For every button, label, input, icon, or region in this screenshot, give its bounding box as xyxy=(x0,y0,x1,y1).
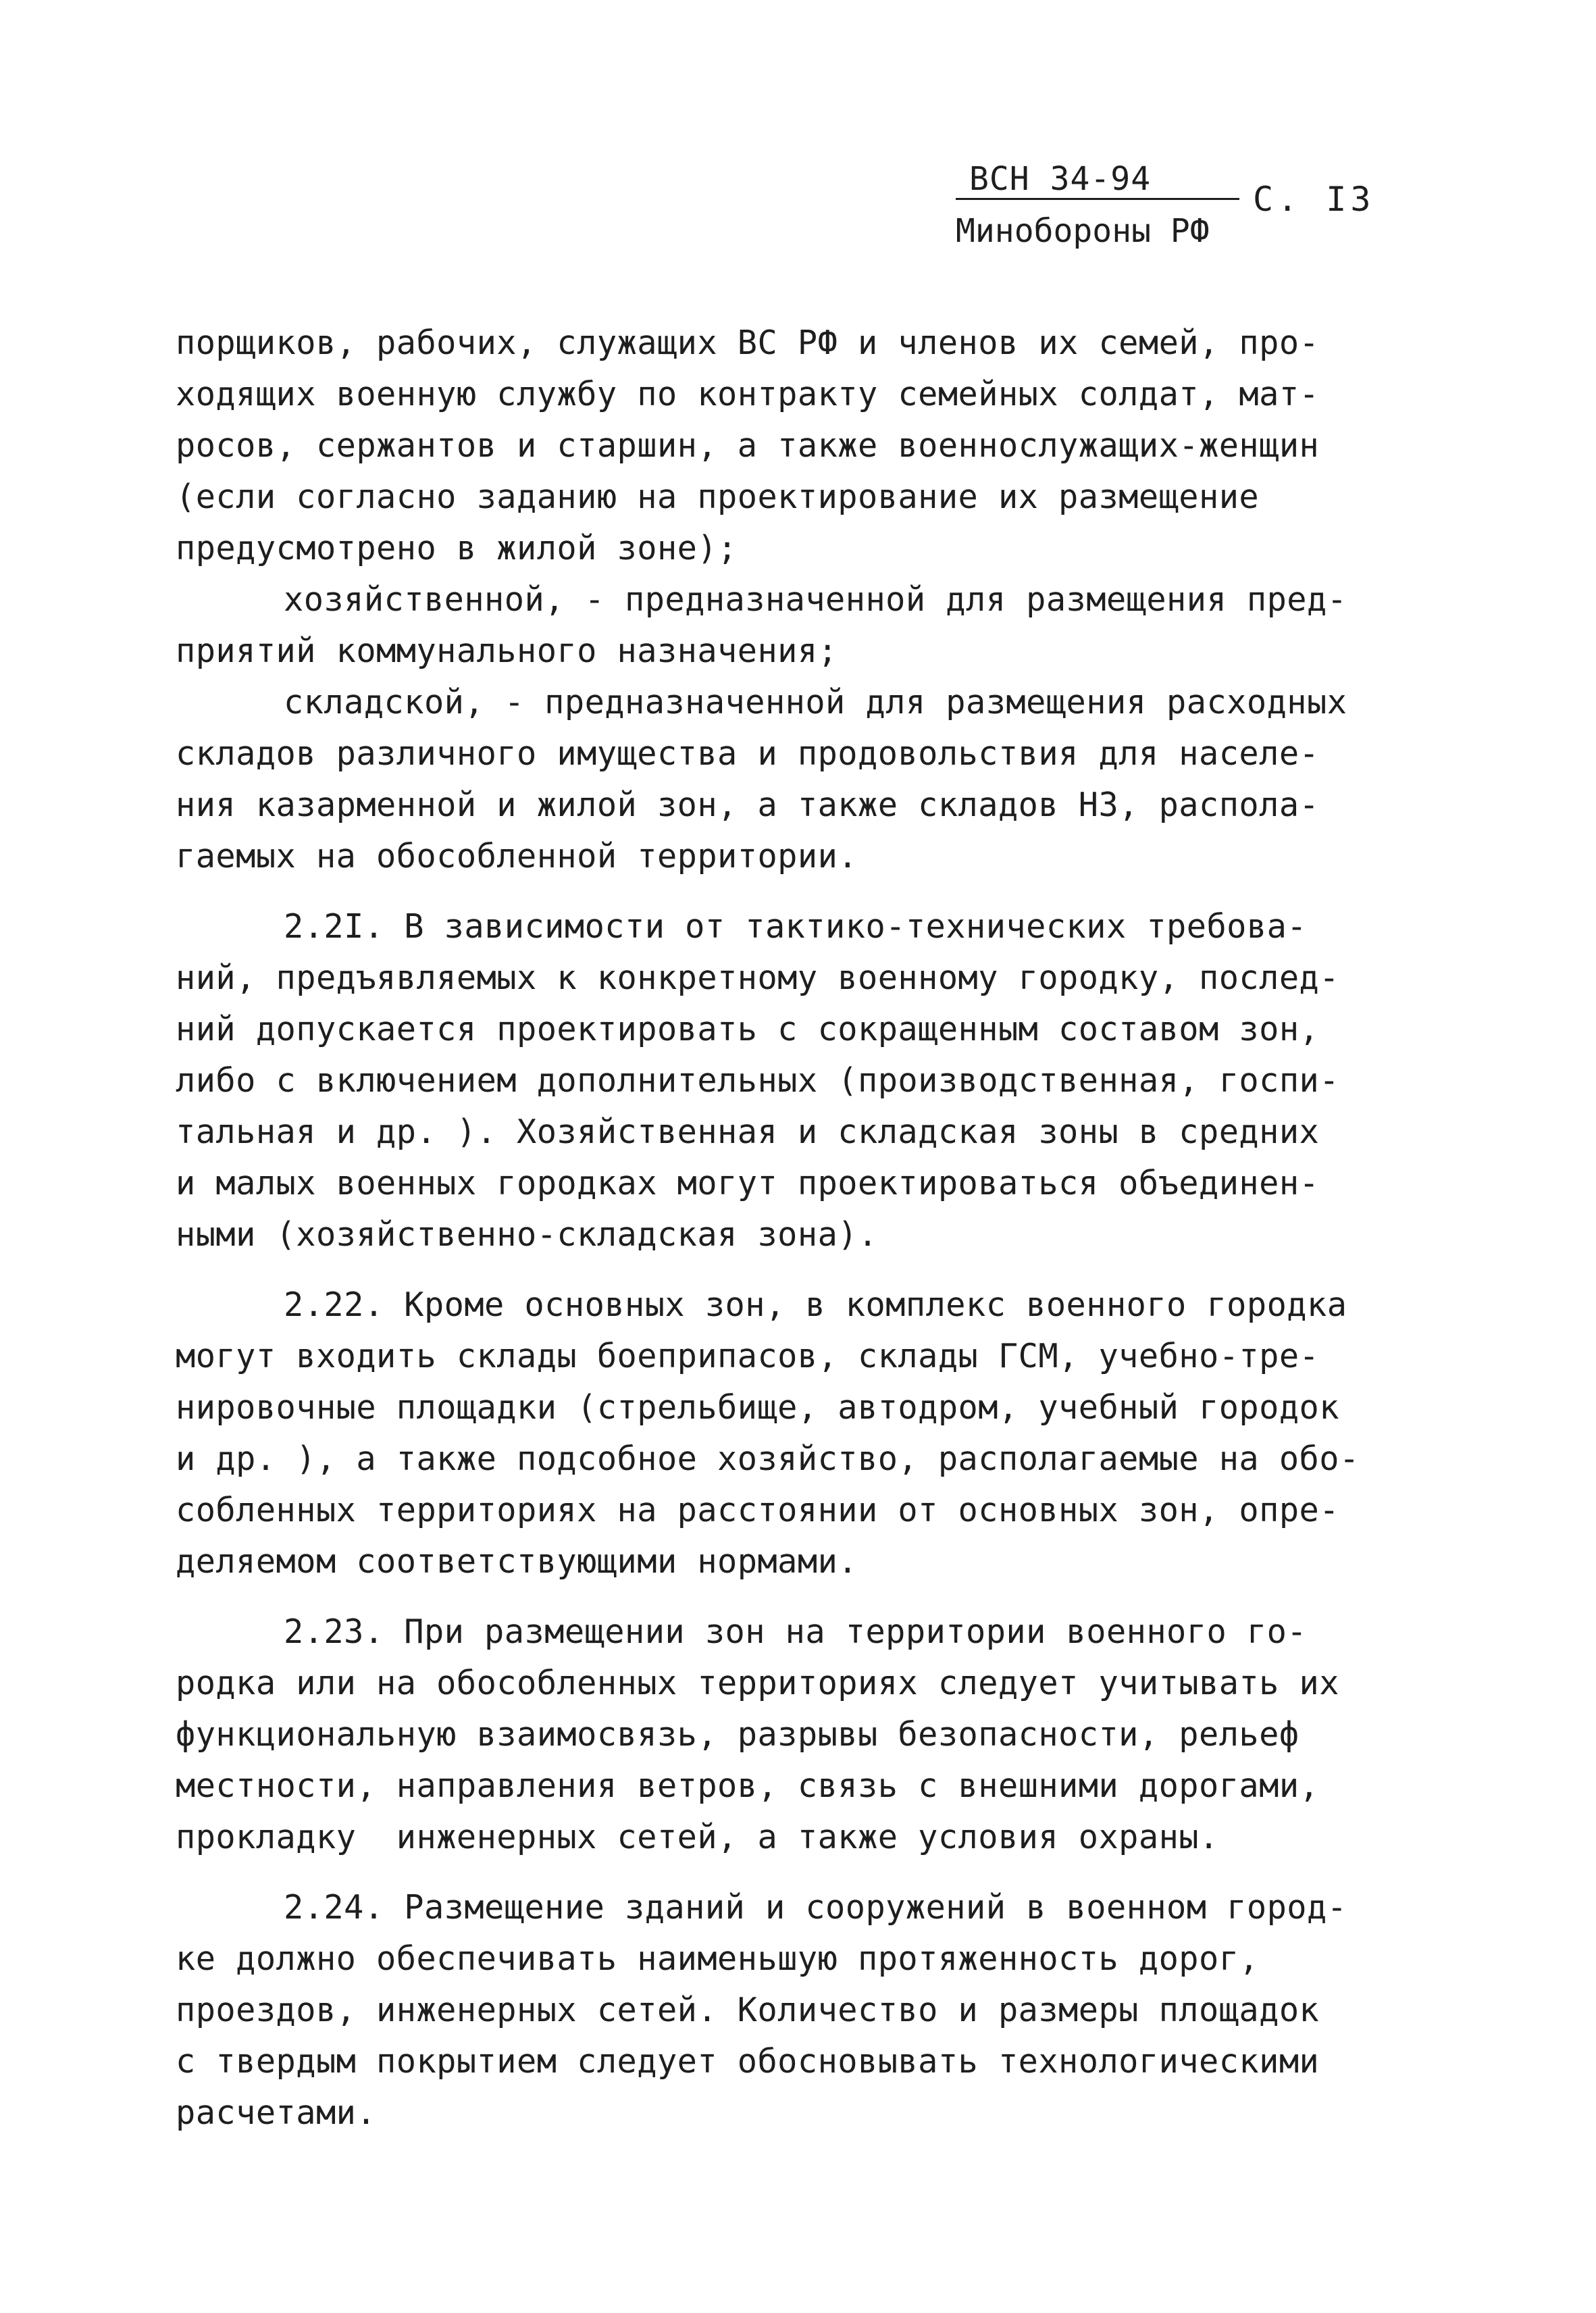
paragraph-2-21 xyxy=(176,901,1432,1261)
text-line: порщиков, рабочих, служащих ВС РФ и членов их семей, про- xyxy=(176,324,1320,362)
text-line: (если согласно заданию на проектирование их размещение xyxy=(176,478,1260,516)
text-line: ний допускается проектировать с сокращенным составом зон, xyxy=(176,1011,1320,1048)
text-line: складской, - предназначенной для размещения расходных xyxy=(284,684,1347,721)
text-line: проездов, инженерных сетей. Количество и размеры площадок xyxy=(176,1991,1320,2029)
text-line: 2.24. Размещение зданий и сооружений в военном город- xyxy=(284,1889,1347,1927)
text-line: хозяйственной, - предназначенной для размещения пред- xyxy=(284,581,1347,619)
text-line: складов различного имущества и продовольствия для населе- xyxy=(176,735,1320,773)
document-code: ВСН 34-94 xyxy=(969,160,1152,198)
text-line: собленных территориях на расстоянии от основных зон, опре- xyxy=(176,1492,1339,1529)
text-line: расчетами. xyxy=(176,2094,377,2132)
text-line: могут входить склады боеприпасов, склады ГСМ, учебно-тре- xyxy=(176,1338,1320,1375)
paragraph-continuation xyxy=(176,317,1432,574)
text-line: и малых военных городках могут проектироваться объединен- xyxy=(176,1165,1320,1202)
text-line: ными (хозяйственно-складская зона). xyxy=(176,1216,878,1254)
text-line: предусмотрено в жилой зоне); xyxy=(176,530,738,567)
paragraph-household-zone xyxy=(176,574,1432,677)
text-line: ке должно обеспечивать наименьшую протяженность дорог, xyxy=(176,1940,1260,1978)
header-underline xyxy=(956,198,1239,200)
text-line: либо с включением дополнительных (производственная, госпи- xyxy=(176,1062,1339,1100)
text-line: тальная и др. ). Хозяйственная и складская зоны в средних xyxy=(176,1113,1320,1151)
paragraph-2-22 xyxy=(176,1279,1432,1587)
body-text xyxy=(176,317,1432,2139)
page-header xyxy=(956,159,1388,274)
paragraph-2-23 xyxy=(176,1606,1432,1863)
text-line: нировочные площадки (стрельбище, автодром, учебный городок xyxy=(176,1389,1339,1427)
text-line: родка или на обособленных территориях следует учитывать их xyxy=(176,1664,1339,1702)
text-line: приятий коммунального назначения; xyxy=(176,632,838,670)
text-line: с твердым покрытием следует обосновывать технологическими xyxy=(176,2043,1320,2081)
text-line: росов, сержантов и старшин, а также военнослужащих-женщин xyxy=(176,427,1320,465)
text-line: ния казарменной и жилой зон, а также складов НЗ, распола- xyxy=(176,786,1320,824)
text-line: деляемом соответствующими нормами. xyxy=(176,1543,858,1581)
text-line: и др. ), а также подсобное хозяйство, располагаемые на обо- xyxy=(176,1440,1360,1478)
text-line: гаемых на обособленной территории. xyxy=(176,838,858,875)
paragraph-storage-zone xyxy=(176,677,1432,882)
ministry-name: Минобороны РФ xyxy=(956,212,1210,250)
paragraph-2-24 xyxy=(176,1882,1432,2139)
text-line: функциональную взаимосвязь, разрывы безопасности, рельеф xyxy=(176,1716,1299,1754)
page-number: С. I3 xyxy=(1253,180,1375,219)
text-line: 2.2I. В зависимости от тактико-технических требова- xyxy=(284,908,1308,946)
text-line: ходящих военную службу по контракту семейных солдат, мат- xyxy=(176,376,1320,413)
text-line: 2.23. При размещении зон на территории военного го- xyxy=(284,1613,1308,1651)
text-line: прокладку инженерных сетей, а также условия охраны. xyxy=(176,1819,1219,1856)
text-line: 2.22. Кроме основных зон, в комплекс военного городка xyxy=(284,1286,1347,1324)
text-line: местности, направления ветров, связь с внешними дорогами, xyxy=(176,1767,1320,1805)
text-line: ний, предъявляемых к конкретному военному городку, послед- xyxy=(176,959,1339,997)
